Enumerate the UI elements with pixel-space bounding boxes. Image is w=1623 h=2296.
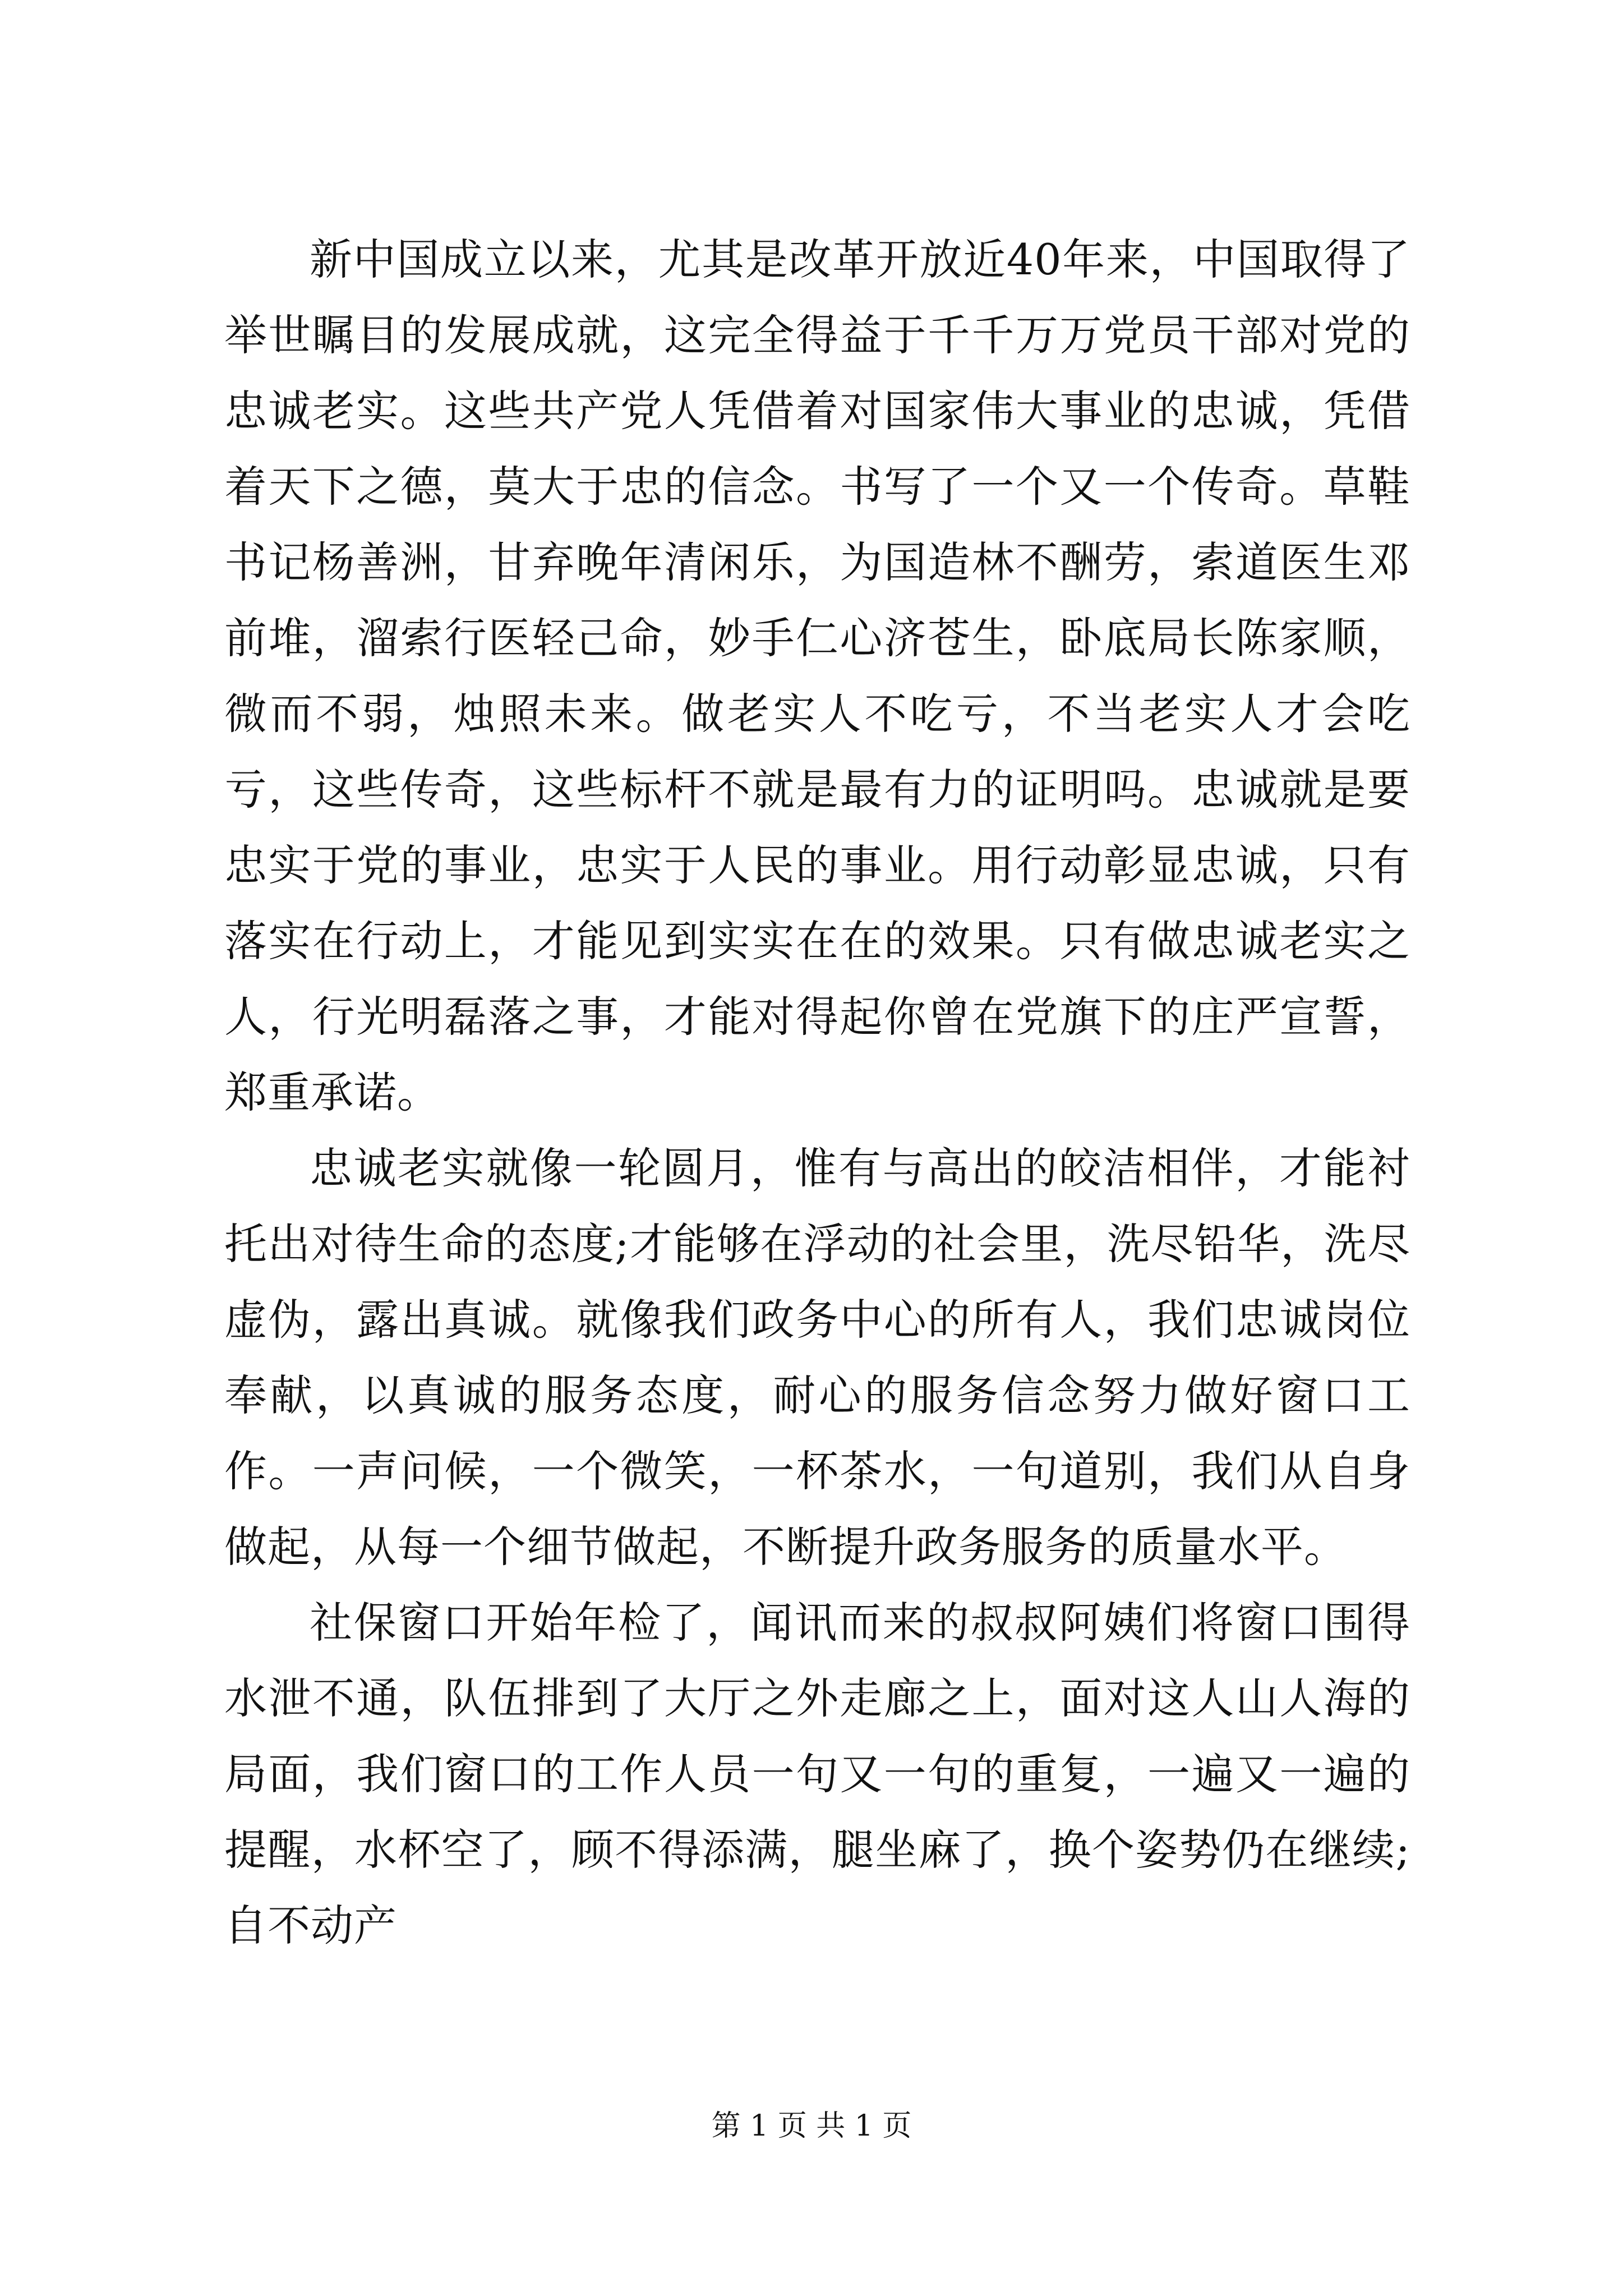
document-body xyxy=(224,222,1410,1963)
paragraph-2: 忠诚老实就像一轮圆月，惟有与高出的皎洁相伴，才能衬托出对待生命的态度;才能够在浮动的社会里，洗尽铅华，洗尽虚伪，露出真诚。就像我们政务中心的所有人，我们忠诚岗位奉献，以真诚的服务态度，耐心的服务信念努力做好窗口工作。一声问候，一个微笑，一杯茶水，一句道别，我们从自身做起，从每一个细节做起，不断提升政务服务的质量水平。 xyxy=(224,1143,1410,1572)
page-number-footer: 第 1 页 共 1 页 xyxy=(711,2109,912,2143)
paragraph-1: 新中国成立以来，尤其是改革开放近40年来，中国取得了举世瞩目的发展成就，这完全得益于千千万万党员干部对党的忠诚老实。这些共产党人凭借着对国家伟大事业的忠诚，凭借着天下之德，莫大于忠的信念。书写了一个又一个传奇。草鞋书记杨善洲，甘弃晚年清闲乐，为国造林不酬劳，索道医生邓前堆，溜索行医轻己命，妙手仁心济苍生，卧底局长陈家顺，微而不弱，烛照未来。做老实人不吃亏，不当老实人才会吃亏，这些传奇，这些标杆不就是最有力的证明吗。忠诚就是要忠实于党的事业，忠实于人民的事业。用行动彰显忠诚，只有落实在行动上，才能见到实实在在的效果。只有做忠诚老实之人，行光明磊落之事，才能对得起你曾在党旗下的庄严宣誓，郑重承诺。 xyxy=(224,234,1410,1117)
paragraph-3: 社保窗口开始年检了，闻讯而来的叔叔阿姨们将窗口围得水泄不通，队伍排到了大厅之外走廊之上，面对这人山人海的局面，我们窗口的工作人员一句又一句的重复，一遍又一遍的提醒，水杯空了，顾不得添满，腿坐麻了，换个姿势仍在继续;自不动产 xyxy=(224,1598,1410,1950)
